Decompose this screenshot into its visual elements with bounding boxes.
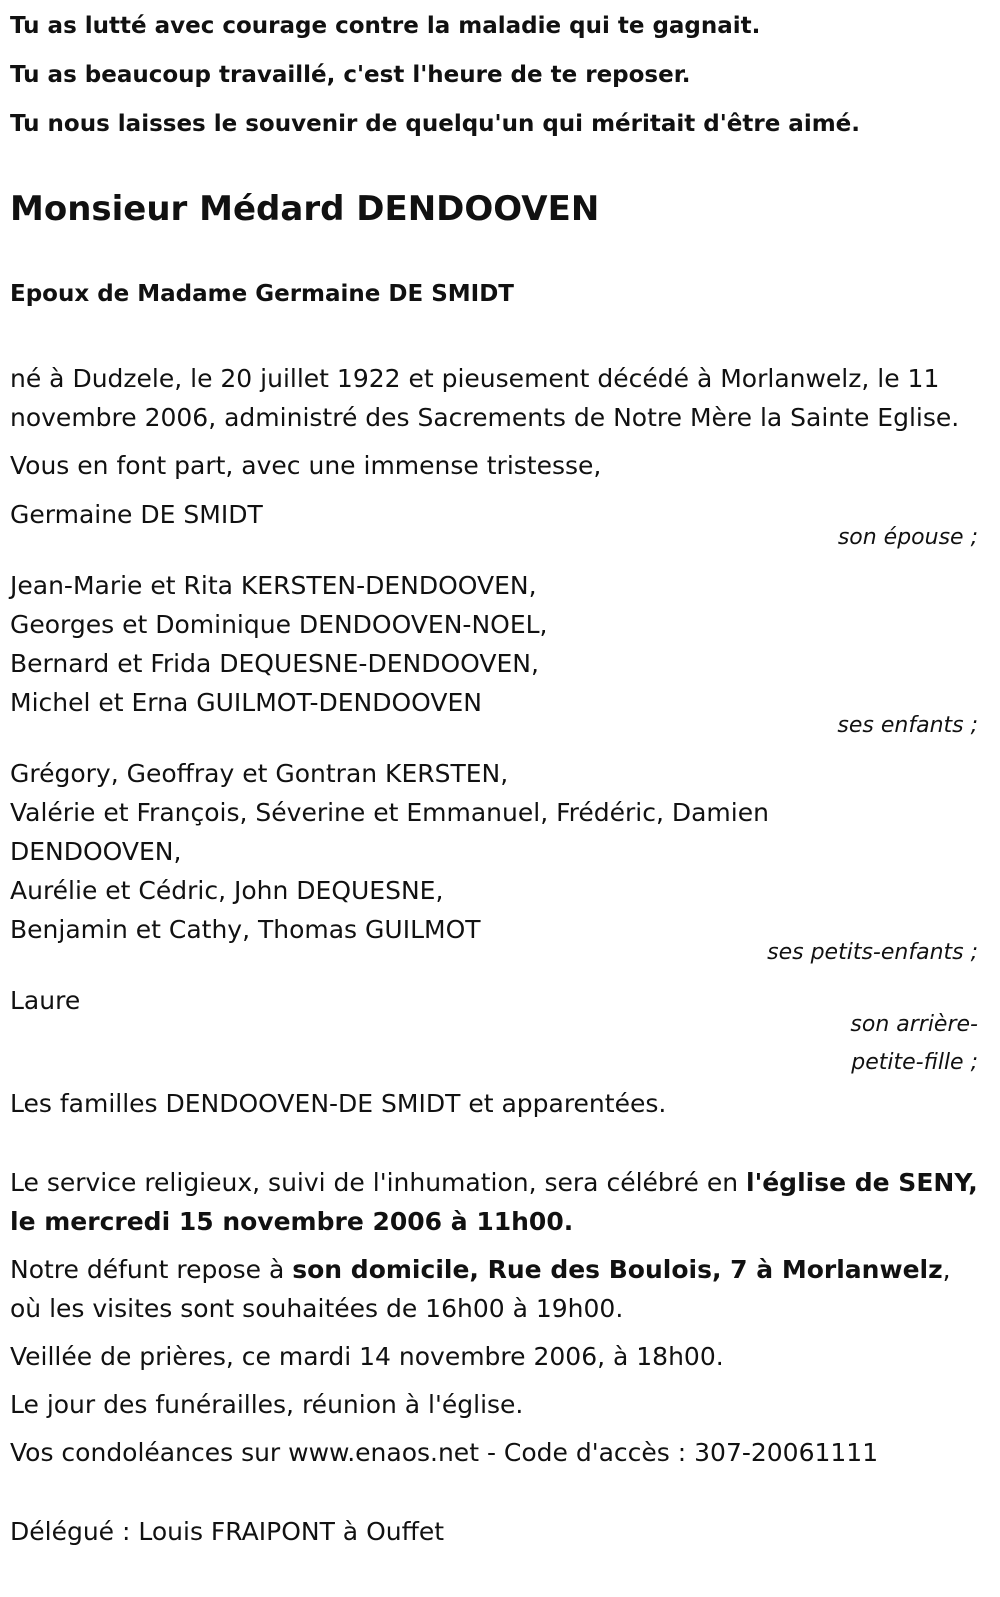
service-info [10, 1163, 978, 1241]
family-name-line: Germaine DE SMIDT [10, 500, 263, 529]
obituary-notice [10, 0, 978, 1551]
family-name-line: Laure [10, 986, 81, 1015]
birth-death-text: né à Dudzele, le 20 juillet 1922 et pieusement décédé à Morlanwelz, le 11 novembre 2006, administré des Sacrements de Notre Mère la Sainte Eglise. [10, 364, 960, 432]
family-name-line: Bernard et Frida DEQUESNE-DENDOOVEN, [10, 649, 539, 678]
family-spouse [10, 495, 978, 556]
announcement: Vous en font part, avec une immense tristesse, [10, 451, 602, 480]
family-name-line: Benjamin et Cathy, Thomas GUILMOT [10, 915, 481, 944]
family-name-line: Jean-Marie et Rita KERSTEN-DENDOOVEN, [10, 571, 537, 600]
verse-line: Tu as lutté avec courage contre la maladie qui te gagnait. [10, 13, 761, 39]
repose-intro: Notre défunt repose à [10, 1255, 293, 1284]
verse-line: Tu nous laisses le souvenir de quelqu'un qui méritait d'être aimé. [10, 111, 861, 137]
family-name-line: Grégory, Geoffray et Gontran KERSTEN, [10, 759, 509, 788]
vigil-info: Veillée de prières, ce mardi 14 novembre 2006, à 18h00. [10, 1342, 724, 1371]
condolences-info: Vos condoléances sur www.enaos.net - Code d'accès : 307-20061111 [10, 1438, 879, 1467]
service-intro: Le service religieux, suivi de l'inhumation, sera célébré en [10, 1168, 746, 1197]
family-name-line: Aurélie et Cédric, John DEQUESNE, [10, 876, 444, 905]
family-children [10, 566, 978, 744]
repose-place: son domicile, Rue des Boulois, 7 à Morlanwelz [292, 1255, 943, 1284]
family-role: son arrière-petite-fille ; [850, 1012, 978, 1075]
delegate-info: Délégué : Louis FRAIPONT à Ouffet [10, 1517, 444, 1546]
family-name-line: Georges et Dominique DENDOOVEN-NOEL, [10, 610, 548, 639]
family-great-grandchild [10, 981, 978, 1082]
deceased-name: Monsieur Médard DENDOOVEN [10, 189, 600, 229]
family-role: son épouse ; [837, 525, 978, 550]
family-role: ses enfants ; [837, 713, 978, 738]
spouse-line: Epoux de Madame Germaine DE SMIDT [10, 281, 515, 307]
service-place-date: l'église de SENY, le mercredi 15 novembre 2006 à 11h00. [10, 1168, 978, 1236]
family-name-line: Michel et Erna GUILMOT-DENDOOVEN [10, 688, 482, 717]
families-line: Les familles DENDOOVEN-DE SMIDT et apparentées. [10, 1089, 667, 1118]
repose-rest: , où les visites sont souhaitées de 16h00 à 19h00. [10, 1255, 951, 1323]
family-role: ses petits-enfants ; [767, 940, 978, 965]
funeral-day-info: Le jour des funérailles, réunion à l'église. [10, 1390, 524, 1419]
family-grandchildren [10, 754, 978, 971]
opening-verses [10, 0, 978, 149]
repose-info [10, 1250, 978, 1328]
family-name-line: Valérie et François, Séverine et Emmanuel, Frédéric, Damien DENDOOVEN, [10, 798, 769, 866]
verse-line: Tu as beaucoup travaillé, c'est l'heure de te reposer. [10, 62, 691, 88]
